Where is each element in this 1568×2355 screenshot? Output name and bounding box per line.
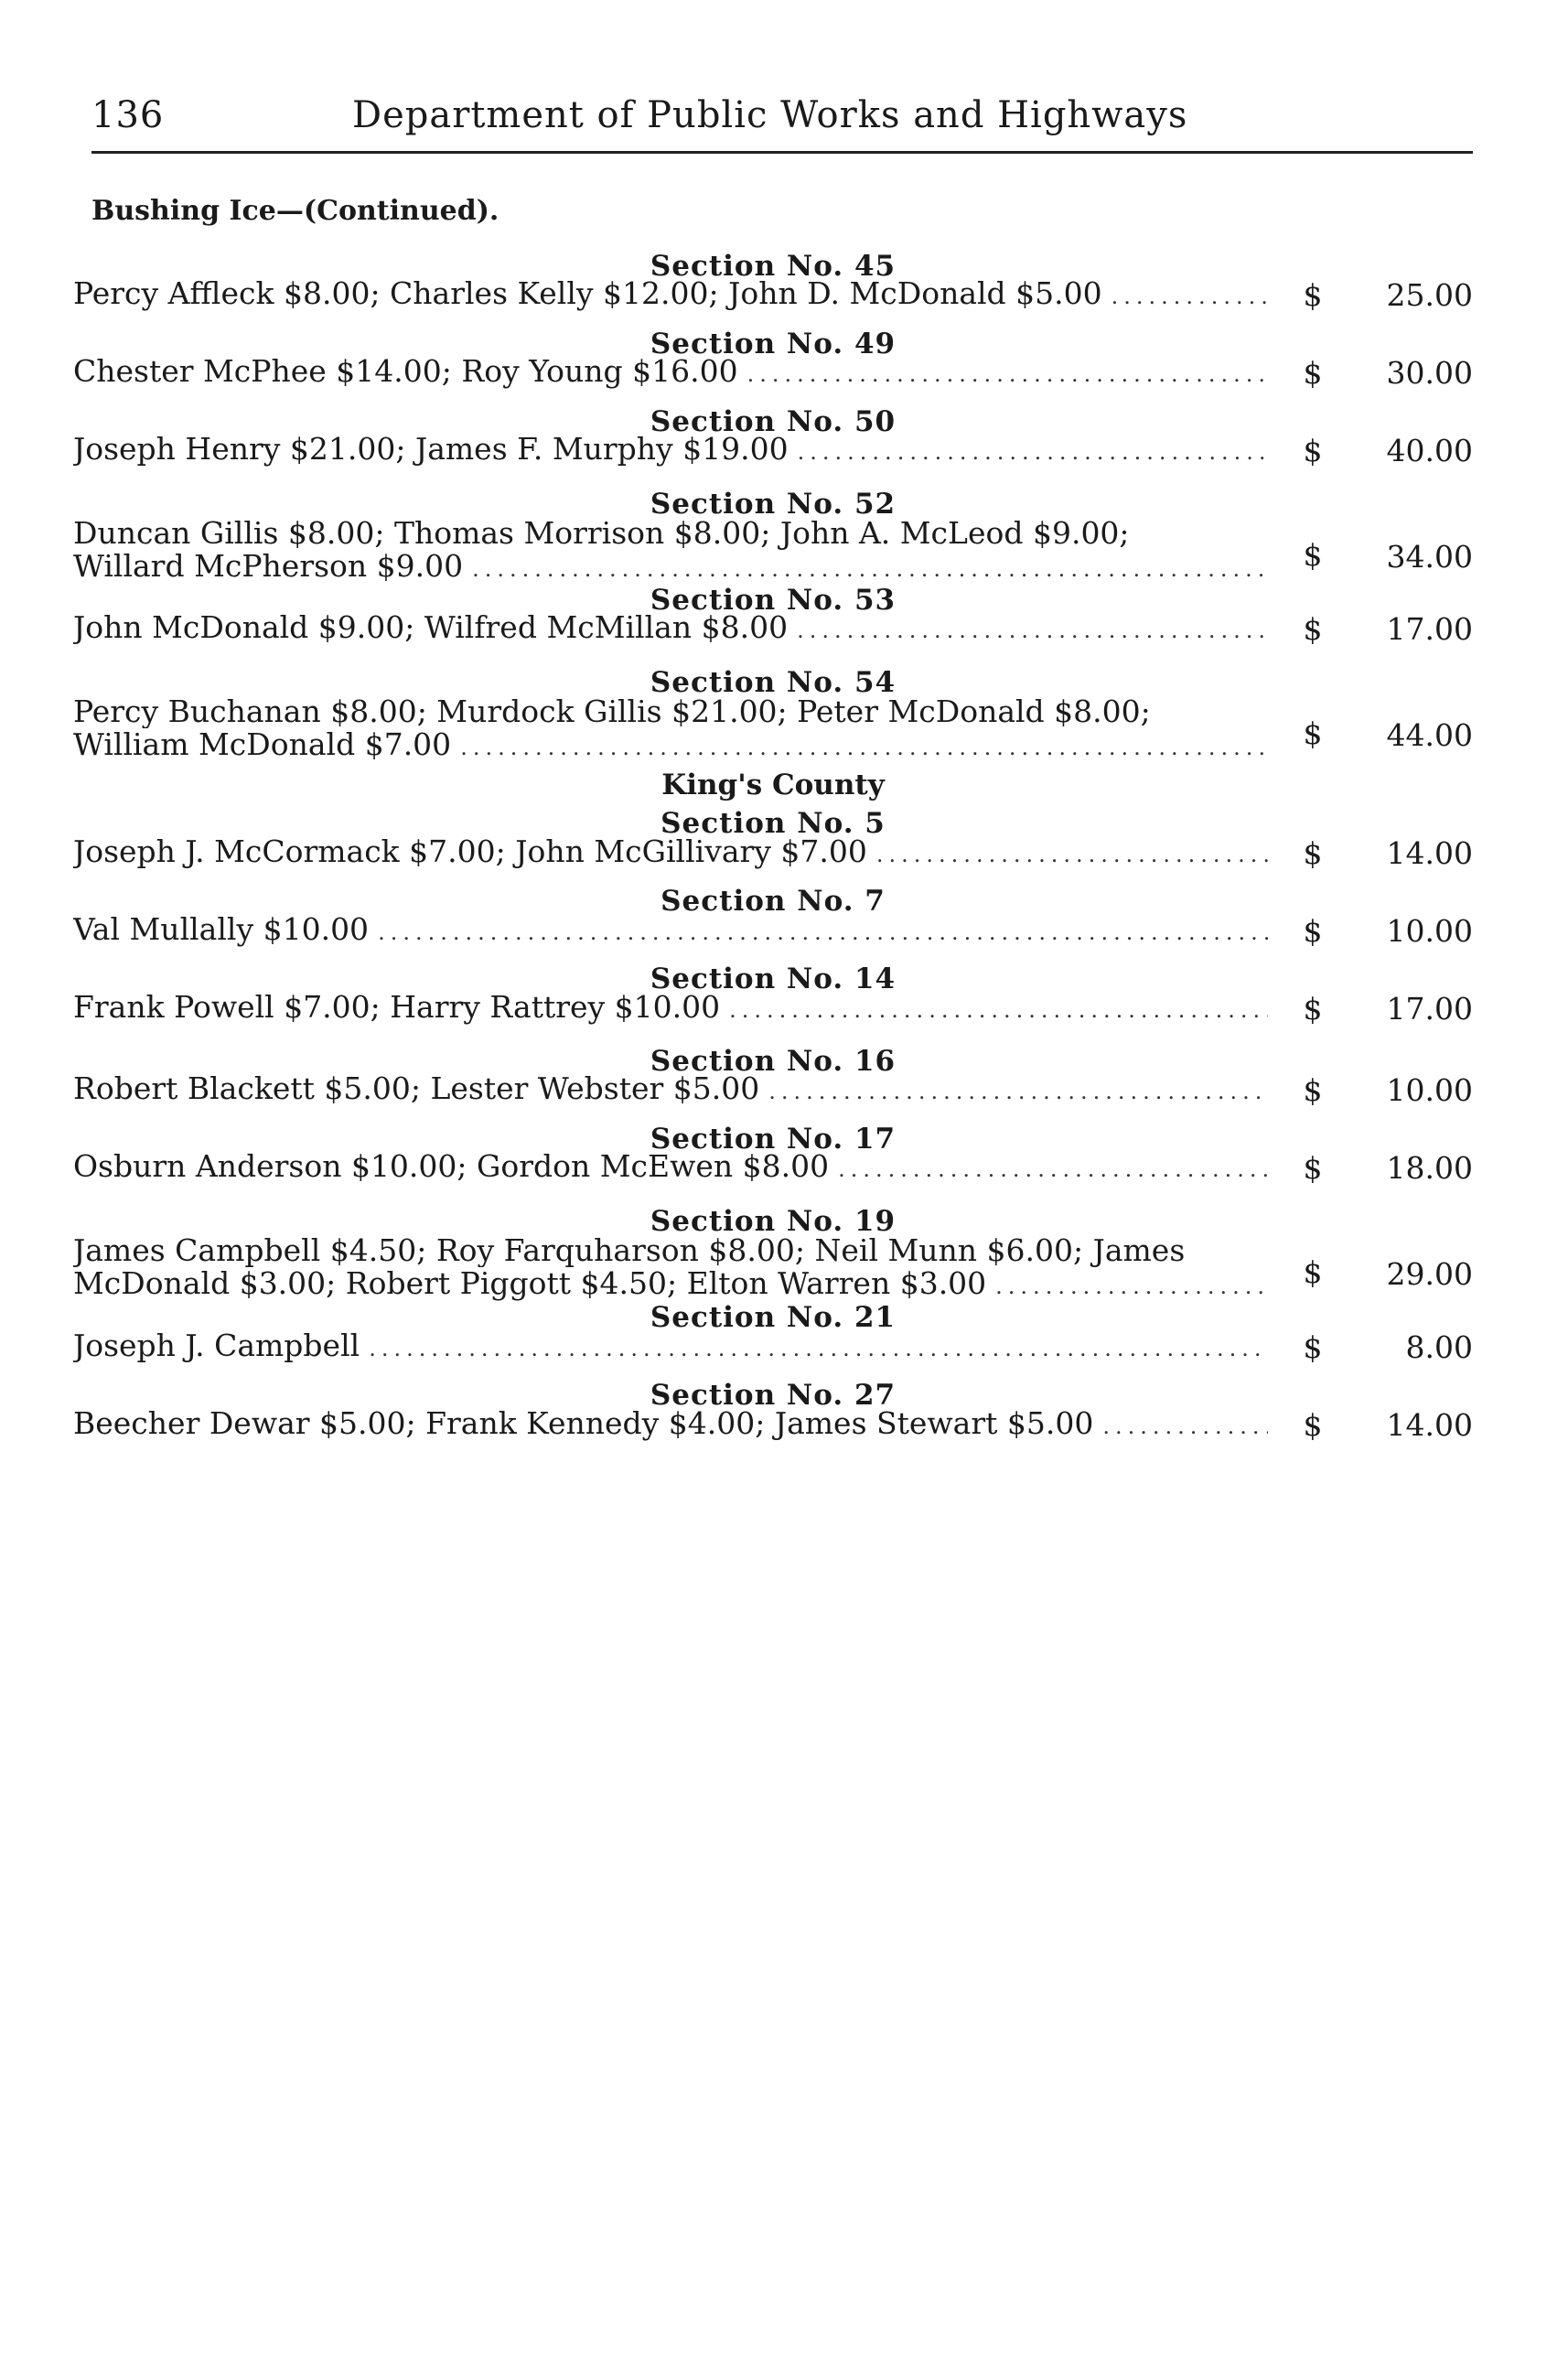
currency-sign: $: [1303, 1254, 1323, 1290]
currency-sign: $: [1303, 1407, 1323, 1443]
entry-line: Willard McPherson $9.00: [73, 550, 464, 584]
amount: 10.00: [1386, 913, 1473, 949]
currency-sign: $: [1303, 433, 1323, 468]
amount: 17.00: [1386, 991, 1473, 1027]
entry-line: Joseph J. Campbell: [73, 1329, 360, 1363]
county-heading: King's County: [661, 769, 885, 801]
currency-sign: $: [1303, 355, 1323, 391]
currency-sign: $: [1303, 611, 1323, 647]
amount: 44.00: [1386, 717, 1473, 753]
section-heading: Section No. 5: [660, 807, 886, 840]
amount: 14.00: [1386, 1407, 1473, 1443]
currency-sign: $: [1303, 835, 1323, 871]
entry-line: William McDonald $7.00: [73, 728, 452, 762]
amount: 29.00: [1386, 1256, 1473, 1292]
entry-line: James Campbell $4.50; Roy Farquharson $8.00; Neil Munn $6.00; James: [73, 1234, 1186, 1267]
section-heading: Section No. 49: [650, 328, 897, 360]
currency-sign: $: [1303, 277, 1323, 313]
amount: 34.00: [1386, 539, 1473, 575]
entry-line: Duncan Gillis $8.00; Thomas Morrison $8.00; John A. McLeod $9.00;: [73, 517, 1130, 550]
amount: 17.00: [1386, 611, 1473, 647]
amount: 10.00: [1386, 1072, 1473, 1108]
entry-line: Val Mullally $10.00: [73, 913, 370, 947]
section-heading: Section No. 21: [650, 1301, 897, 1334]
amount: 30.00: [1386, 355, 1473, 391]
currency-sign: $: [1303, 715, 1323, 751]
section-heading: Section No. 14: [650, 962, 897, 995]
section-heading: Section No. 50: [650, 405, 897, 438]
amount: 8.00: [1405, 1329, 1473, 1365]
section-heading: Section No. 53: [650, 584, 897, 617]
entry-line: Beecher Dewar $5.00; Frank Kennedy $4.00; James Stewart $5.00: [73, 1407, 1094, 1441]
entry-line: McDonald $3.00; Robert Piggott $4.50; Elton Warren $3.00: [73, 1267, 987, 1301]
amount: 18.00: [1386, 1150, 1473, 1186]
currency-sign: $: [1303, 913, 1323, 949]
entry-line: Frank Powell $7.00; Harry Rattrey $10.00: [73, 991, 721, 1025]
currency-sign: $: [1303, 537, 1323, 573]
amount: 40.00: [1386, 433, 1473, 468]
currency-sign: $: [1303, 1072, 1323, 1108]
entry-line: Percy Affleck $8.00; Charles Kelly $12.00; John D. McDonald $5.00: [73, 277, 1102, 311]
header-rule: [91, 151, 1473, 154]
section-heading: Section No. 45: [650, 250, 897, 283]
section-heading: Section No. 52: [650, 488, 897, 521]
section-heading: Section No. 17: [650, 1123, 897, 1156]
currency-sign: $: [1303, 991, 1323, 1027]
entry-line: Joseph Henry $21.00; James F. Murphy $19.00: [73, 433, 789, 467]
section-heading: Section No. 27: [650, 1379, 897, 1412]
section-heading: Section No. 19: [650, 1205, 897, 1238]
currency-sign: $: [1303, 1150, 1323, 1186]
page-number: 136: [91, 94, 165, 136]
amount: 25.00: [1386, 277, 1473, 313]
entry-line: Joseph J. McCormack $7.00; John McGillivary $7.00: [73, 835, 867, 869]
page-title: Department of Public Works and Highways: [352, 94, 1188, 136]
entry-line: Osburn Anderson $10.00; Gordon McEwen $8.00: [73, 1150, 830, 1184]
section-heading: Section No. 16: [650, 1045, 897, 1078]
running-header: [73, 87, 1473, 147]
entry-line: Robert Blackett $5.00; Lester Webster $5.00: [73, 1072, 760, 1106]
entry-line: Percy Buchanan $8.00; Murdock Gillis $21.00; Peter McDonald $8.00;: [73, 695, 1151, 728]
section-heading: Section No. 7: [660, 885, 886, 918]
continued-heading: Bushing Ice—(Continued).: [91, 195, 499, 227]
section-heading: Section No. 54: [650, 666, 897, 699]
entry-line: Chester McPhee $14.00; Roy Young $16.00: [73, 355, 738, 389]
currency-sign: $: [1303, 1329, 1323, 1365]
entry-line: John McDonald $9.00; Wilfred McMillan $8.00: [73, 611, 789, 645]
amount: 14.00: [1386, 835, 1473, 871]
document-page: [73, 87, 1473, 1443]
